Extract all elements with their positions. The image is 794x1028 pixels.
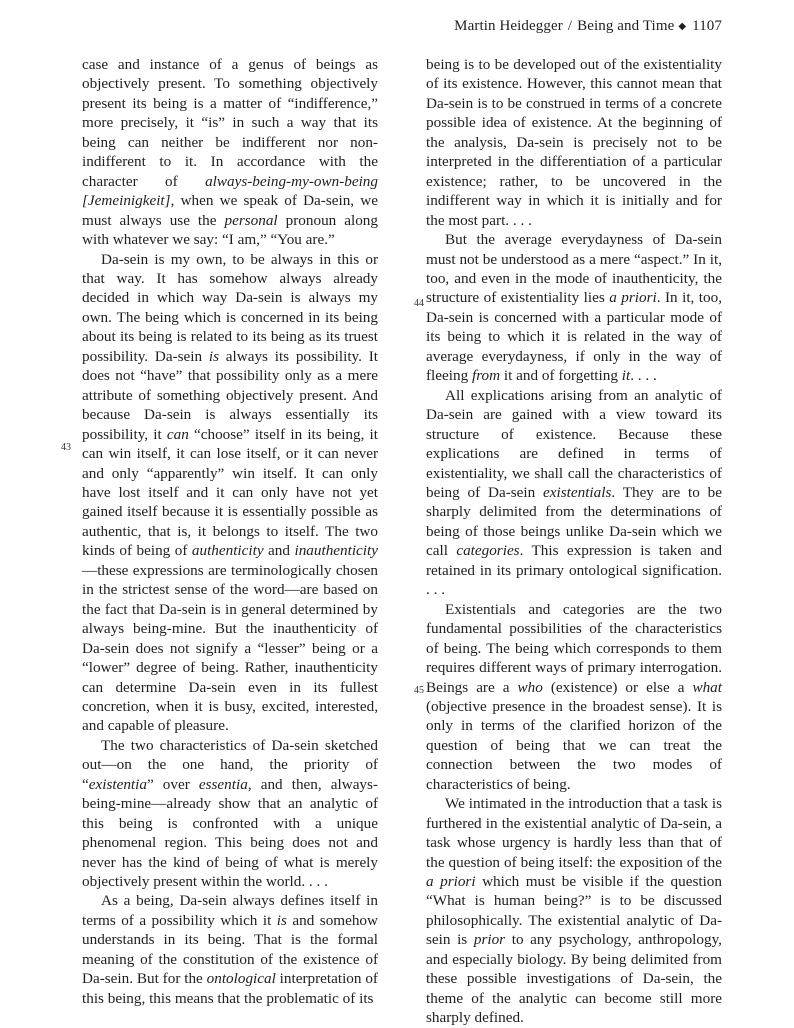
- header-separator: /: [567, 18, 573, 34]
- page-number: 1107: [692, 18, 722, 34]
- margin-page-number: 43: [61, 442, 71, 453]
- author-name: Martin Heidegger: [454, 18, 563, 34]
- paragraph: All explications arising from an analytic of Da-sein are gained with a view toward its structure of existence. Because these explications are defined in terms of existentiality, we shall call the characteristics of being of Da-sein existentials. They are to be sharply delimited from the determinations of being of those beings unlike Da-sein which we call categories. This expression is taken and retained in its primary ontological signification. . . .: [426, 386, 722, 599]
- paragraph: We intimated in the introduction that a task is furthered in the existential analytic of Da-sein, a task whose urgency is hardly less than that of the question of being itself: the exposition of the a priori which must be visible if the question “What is human being?” is to be discussed philosophically. The existential analytic of Da-sein is prior to any psychology, anthropology, and especially biology. By being delimited from these possible investigations of Da-sein, the theme of the analytic can become still more sharply defined.: [426, 795, 722, 1027]
- margin-page-number: 45: [414, 685, 424, 696]
- paragraph: But the average everydayness of Da-sein must not be understood as a mere “aspect.” In it, too, and even in the mode of inauthenticity, the structure of existentiality lies a priori. In it, too, Da-sein is concerned with a particular mode of its being to which it is related in the way of average everydayness, if only in the way of fleeing from it and of forgetting it. . . .: [426, 231, 723, 385]
- paragraph: being is to be developed out of the existentiality of its existence. However, this cannot mean that Da-sein is to be construed in terms of a concrete possible idea of existence. At the beginning of the analysis, Da-sein is precisely not to be interpreted in the differentiation of a particular existence; rather, to be uncovered in the indifferent way in which it is initially and for the most part. . . .: [426, 56, 722, 229]
- paragraph: Existentials and categories are the two fundamental possibilities of the characteristics of being. The being which corresponds to them requires different ways of primary interrogation. Beings are a who (existence) or else a what (objective presence in the broadest sense). It is only in terms of the clarified horizon of the question of being that we can treat the connection between the two modes of characteristics of being.: [426, 600, 722, 793]
- left-column: [82, 55, 378, 1008]
- margin-page-number: 44: [414, 298, 424, 309]
- paragraph: Da-sein is my own, to be always in this or that way. It has somehow always already decided in which way Da-sein is always my own. The being which is concerned in its being about its being is related to its being as its truest possibility. Da-sein is always its possibility. It does not “have” that possibility only as a mere attribute of something objectively present. And because Da-sein is always essentially its possibility, it can “choose” itself in its being, it can win itself, it can lose itself, or it can never and only “apparently” win itself. It can only have lost itself and it can only have not yet gained itself because it is essentially possible as authentic, that is, it belongs to itself. The two kinds of being of authenticity and inauthenticity—these expressions are terminologically chosen in the strictest sense of the word—are based on the fact that Da-sein is in general determined by always being-mine. But the inauthenticity of Da-sein does not signify a “lesser” being or a “lower” degree of being. Rather, inauthenticity can determine Da-sein even in its fullest concretion, when it is busy, excited, interested, and capable of pleasure.: [82, 250, 378, 735]
- paragraph: case and instance of a genus of beings as objectively present. To something objectively present its being is a matter of “indifference,” more precisely, it “is” in such a way that its being can neither be indifferent nor non-indifferent to it. In accordance with the character of always-being-my-own-being [Jemeinigkeit], when we speak of Da-sein, we must always use the personal pronoun along with whatever we say: “I am,” “You are.”: [82, 56, 378, 249]
- paragraph: As a being, Da-sein always defines itself in terms of a possibility which it is and somehow understands in its being. That is the formal meaning of the constitution of the existence of Da-sein. But for the ontological interpretation of this being, this means that the problematic of its: [82, 892, 378, 1007]
- running-head: [440, 16, 722, 38]
- paragraph: The two characteristics of Da-sein sketched out—on the one hand, the priority of “existentia” over essentia, and then, always-being-mine—already show that an analytic of this being is confronted with a unique phenomenal region. This being does not and never has the kind of being of what is merely objectively present within the world. . . .: [82, 736, 378, 891]
- diamond-ornament-icon: ◆: [678, 21, 687, 32]
- book-title: Being and Time: [577, 18, 675, 34]
- right-column: [426, 55, 722, 1028]
